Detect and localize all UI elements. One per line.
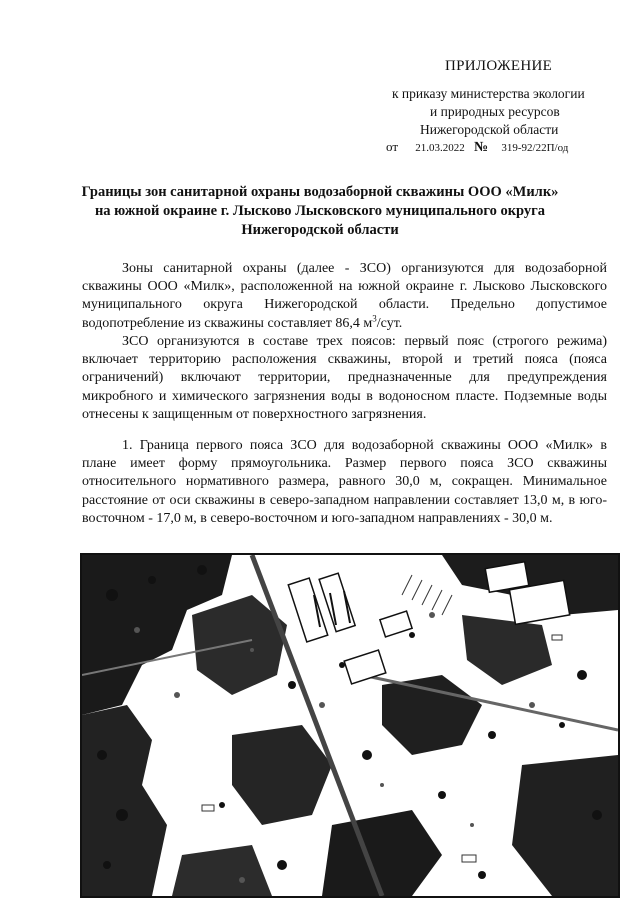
appendix-line-resources: и природных ресурсов — [430, 104, 560, 119]
appendix-date-line — [386, 139, 568, 156]
appendix-line-order: к приказу министерства экологии — [392, 86, 585, 101]
order-number: 319-92/22П/од — [501, 142, 569, 154]
satellite-map-image — [80, 553, 620, 898]
heading-line-2: на южной окраине г. Лысково Лысковского муниципального округа — [94, 203, 546, 219]
satellite-map-graphic — [82, 555, 618, 896]
paragraph-first-zone-text: 1. Граница первого пояса ЗСО для водозаборной скважины ООО «Милк» в плане имеет форму прямоугольника. Размер первого пояса ЗСО скважины относительного нормативного размера, равного 30,0 м, сокращен. Минимальное расстояние от оси скважины в северо-западном направлении составляет 13,0 м, в юго-восточном - 17,0 м, в северо-восточном и юго-западном направлениях - 30,0 м. — [82, 438, 607, 526]
paragraph-first-zone — [82, 437, 607, 528]
paragraph-intro-text: Зоны санитарной охраны (далее - ЗСО) организуются для водозаборной скважины ООО «Милк», расположенной на южной окраине г. Лысково Лысковского муниципального округа Нижегородской области. Предельно допустимое водопотребление из скважины составляет 86,4 м — [82, 261, 607, 331]
appendix-block — [0, 0, 640, 160]
appendix-title: ПРИЛОЖЕНИЕ — [445, 58, 553, 74]
paragraph-zones-text: ЗСО организуются в составе трех поясов: первый пояс (строгого режима) включает территорию расположения скважины, второй и третий пояса (пояса ограничений) включают территории, предназначенные для предупреждения микробного и химического загрязнения воды в водоносном пласте. Подземные воды отнесены к защищенным от поверхностного загрязнения. — [82, 334, 607, 422]
order-date: 21.03.2022 — [415, 142, 465, 154]
paragraph-zones — [82, 333, 607, 424]
cubic-superscript: 3 — [372, 312, 377, 323]
paragraph-intro — [82, 260, 607, 333]
document-heading — [60, 183, 580, 240]
heading-line-1: Границы зон санитарной охраны водозаборной скважины ООО «Милк» — [81, 184, 559, 200]
appendix-line-region: Нижегородской области — [420, 122, 559, 137]
paragraph-intro-unit: /сут. — [376, 315, 403, 331]
number-sign: № — [474, 140, 489, 155]
heading-line-3: Нижегородской области — [241, 222, 399, 238]
from-label: от — [386, 139, 399, 154]
